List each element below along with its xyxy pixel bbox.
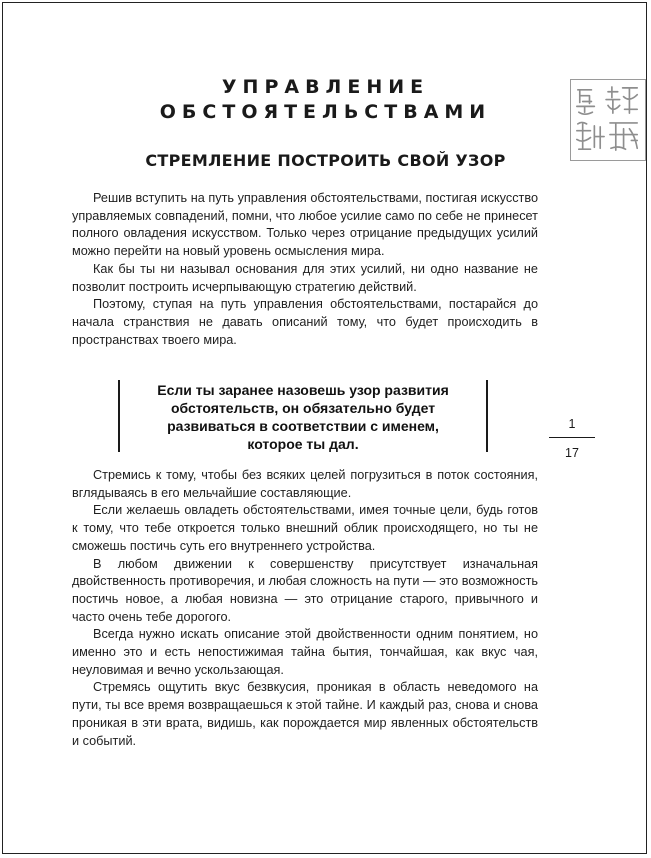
paragraph: Как бы ты ни называл основания для этих усилий, ни одно название не позволит построить исчерпывающую стратегию действий. bbox=[72, 261, 538, 294]
page-marker bbox=[549, 415, 595, 462]
quote-bar-left bbox=[118, 380, 120, 452]
paragraph: Если желаешь овладеть обстоятельствами, имея точные цели, будь готов к тому, что тебе откроется только внешний облик происходящего, но ты не сможешь постичь суть его внутреннего устройства. bbox=[72, 503, 538, 553]
paragraph: Всегда нужно искать описание этой двойственности одним понятием, но именно это и есть непостижимая тайна бытия, тончайшая, как вкус чая, неуловимая и вечно ускользающая. bbox=[72, 627, 538, 677]
paragraph: В любом движении к совершенству присутствует изначальная двойственность противоречия, и любая сложность на пути — это возможность постичь новое, а любая новизна — это отрицание старого, привычного и часто очень тебе дорогого. bbox=[72, 556, 538, 624]
body-text-after-quote bbox=[72, 467, 538, 750]
section-heading: СТРЕМЛЕНИЕ ПОСТРОИТЬ СВОЙ УЗОР bbox=[145, 151, 506, 170]
body-text-before-quote bbox=[72, 190, 538, 349]
paragraph: Стремись к тому, чтобы без всяких целей погрузиться в поток состояния, вглядываясь в его мельчайшие составляющие. bbox=[72, 468, 538, 500]
chapter-title-line-1: УПРАВЛЕНИЕ bbox=[221, 76, 430, 98]
chapter-title-line-2: ОБСТОЯТЕЛЬСТВАМИ bbox=[159, 101, 492, 123]
paragraph: Решив вступить на путь управления обстоятельствами, постигая искусство управляемых совпадений, помни, что любое усилие само по себе не принесет полного овладения искусством. Только через отрицание предыдущих усилий можно перейти на новый уровень осмысления мира. bbox=[72, 191, 538, 259]
quote-bar-right bbox=[486, 380, 488, 452]
section-number: 1 bbox=[568, 417, 576, 431]
pull-quote-text: Если ты заранее назовешь узор развития обстоятельств, он обязательно будет развиваться в соответствии с именем, которое ты дал. bbox=[157, 382, 449, 452]
paragraph: Стремясь ощутить вкус безвкусия, проникая в область неведомого на пути, ты все время возвращаешься к этой тайне. И каждый раз, снова и снова проникая в эти врата, видишь, как порождается мир явленных обстоятельств и событий. bbox=[72, 680, 538, 748]
page-marker-divider bbox=[549, 437, 595, 438]
paragraph: Поэтому, ступая на путь управления обстоятельствами, постарайся до начала странствия не давать описаний тому, что будет происходить в пространствах твоего мира. bbox=[72, 297, 538, 347]
page-number: 17 bbox=[565, 446, 579, 460]
chinese-seal-icon bbox=[570, 79, 646, 161]
pull-quote bbox=[118, 380, 488, 452]
